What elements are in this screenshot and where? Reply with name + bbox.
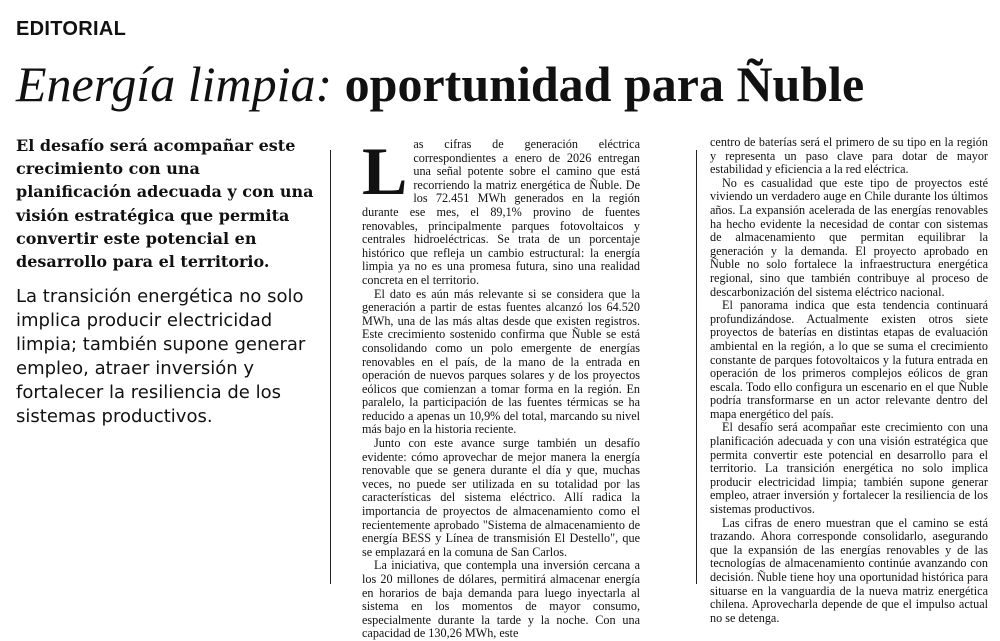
- article-paragraph: No es casualidad que este tipo de proyectos esté viviendo un verdadero auge en Chile durante los últimos años. La expansión acelerada de las energías renovables ha hecho evidente la necesidad de contar con sistemas de almacenamiento que permitan equilibrar la generación y la demanda. El proyecto aprobado en Ñuble no solo fortalece la infraestructura energética regional, sino que también contribuye al proceso de descarbonización del sistema eléctrico nacional.: [710, 175, 988, 299]
- lead-paragraph: El desafío será acompañar este crecimiento con una planificación adecuada y con una visión estratégica que permita convertir este potencial en desarrollo para el territorio.: [16, 136, 314, 272]
- headline-italic: Energía limpia:: [16, 56, 333, 112]
- article-column-2: [710, 136, 988, 625]
- article-paragraph: Junto con este avance surge también un desafío evidente: cómo aprovechar de mejor manera la energía renovable que se genera durante el día y que, muchas veces, no puede ser utilizada en su totalidad por las características del sistema eléctrico. Allí radica la importancia de proyectos de almacenamiento como el recientemente aprobado "Sistema de almacenamiento de energía BESS y Línea de transmisión El Destello", que se emplazará en la comuna de San Carlos.: [362, 436, 640, 559]
- column-divider: [696, 150, 697, 584]
- headline-bold: oportunidad para Ñuble: [344, 56, 865, 112]
- deck-paragraph: La transición energética no solo implica producir electricidad limpia; también supone generar empleo, atraer inversión y fortalecer la resiliencia de los sistemas productivos.: [16, 286, 306, 427]
- article-paragraph: La iniciativa, que contempla una inversión cercana a los 20 millones de dólares, permitirá almacenar energía en horarios de baja demanda para luego inyectarla al sistema en los momentos de mayor consumo, especialmente durante la tarde y la noche. Con una capacidad de 130,26 MWh, este: [362, 558, 640, 641]
- article-paragraph: El desafío será acompañar este crecimiento con una planificación adecuada y con una visión estratégica que permita convertir este potencial en desarrollo para el territorio. La transición energética no solo implica producir electricidad limpia; también supone generar empleo, atraer inversión y fortalecer la resiliencia de los sistemas productivos.: [710, 420, 988, 517]
- article-column-1: [362, 133, 640, 641]
- article-paragraph: as cifras de generación eléctrica correspondientes a enero de 2026 entregan una señal potente sobre el camino que está recorriendo la matriz energética de Ñuble. De los 72.451 MWh generados en la región durante ese mes, el 89,1% provino de fuentes renovables, principalmente parques fotovoltaicos y centrales hidroeléctricas. Se trata de un porcentaje histórico que refleja un cambio estructural: la energía limpia ya no es una promesa futura, sino una realidad concreta en el territorio.: [362, 137, 640, 287]
- section-label: EDITORIAL: [16, 18, 127, 40]
- headline: [16, 54, 996, 114]
- article-paragraph: Las cifras de enero muestran que el camino se está trazando. Ahora corresponde consolidarlo, asegurando que la expansión de las energías renovables y de las tecnologías de almacenamiento continúe avanzando con decisión. Ñuble tiene hoy una oportunidad histórica para situarse en la vanguardia de la nueva matriz energética chilena. Aprovecharla depende de que el impulso actual no se detenga.: [710, 515, 988, 625]
- drop-cap: L: [362, 133, 408, 209]
- article-paragraph: El panorama indica que esta tendencia continuará profundizándose. Actualmente existen otros siete proyectos de baterías en distintas etapas de evaluación ambiental en la región, a lo que se suma el crecimiento constante de parques fotovoltaicos y la futura entrada en operación de los primeros complejos eólicos de gran escala. Todo ello configura un escenario en el que Ñuble podría transformarse en un actor relevante dentro del mapa energético del país.: [710, 298, 988, 421]
- column-divider: [330, 150, 331, 584]
- article-paragraph: centro de baterías será el primero de su tipo en la región y representa un paso clave para dotar de mayor estabilidad y eficiencia a la red eléctrica.: [710, 135, 988, 177]
- article-paragraph: El dato es aún más relevante si se considera que la generación a partir de estas fuentes alcanzó los 64.520 MWh, una de las más altas desde que existen registros. Este crecimiento sostenido confirma que Ñuble se está consolidando como un polo emergente de energías renovables en el país, de la mano de la entrada en operación de nuevos parques solares y de los proyectos eólicos que comienzan a tomar forma en la región. En paralelo, la participación de las fuentes térmicas se ha reducido a apenas un 10,9% del total, marcando su nivel más bajo en la historia reciente.: [362, 286, 640, 437]
